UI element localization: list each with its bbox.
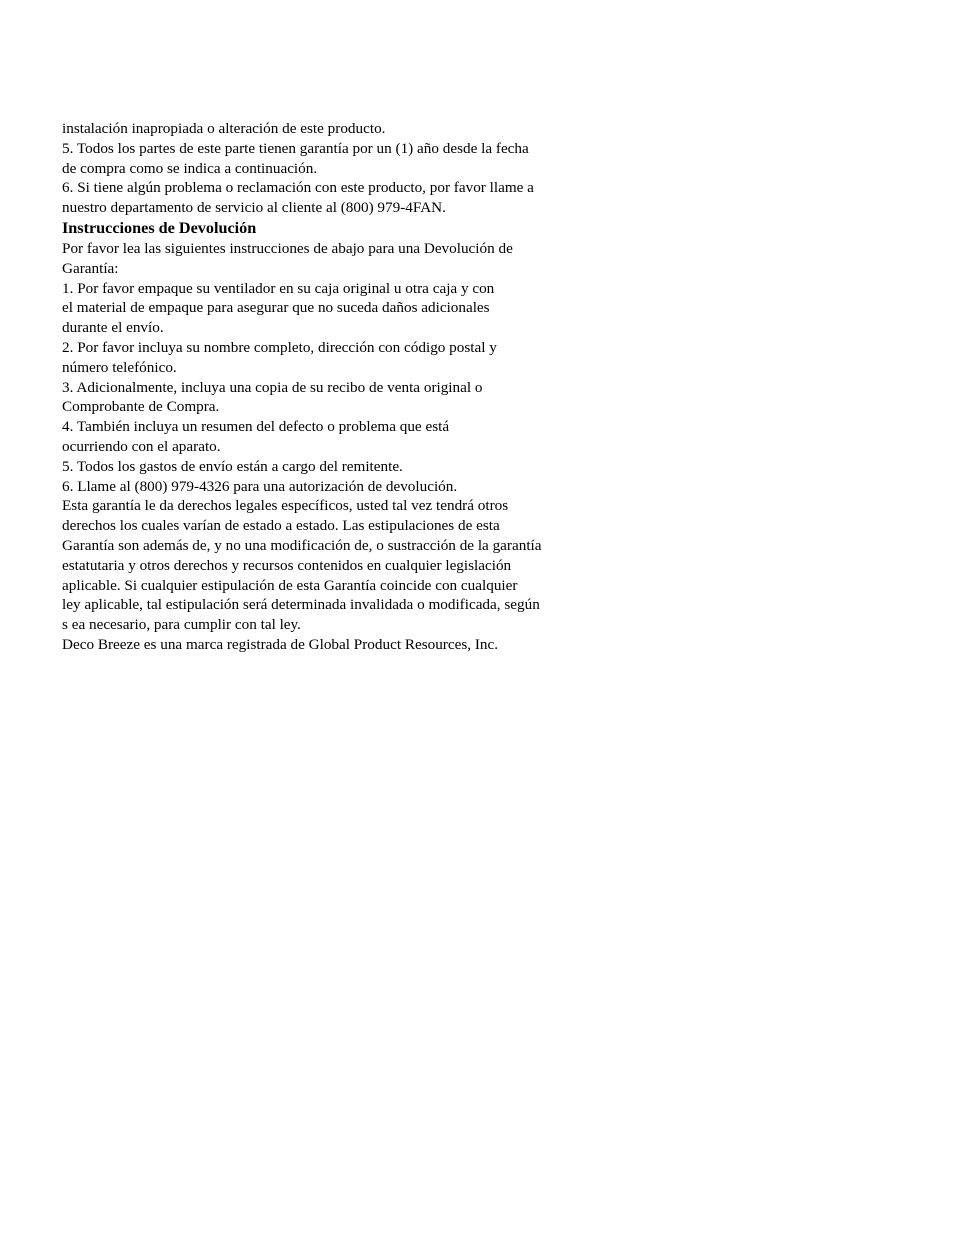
text-line: 4. También incluya un resumen del defecto o problema que está (62, 418, 450, 436)
text-line: estatutaria y otros derechos y recursos contenidos en cualquier legislación (62, 556, 512, 574)
text-line: ley aplicable, tal estipulación será determinada invalidada o modificada, según (62, 596, 540, 614)
text-line: s ea necesario, para cumplir con tal ley. (62, 616, 301, 634)
text-line: Por favor lea las siguientes instrucciones de abajo para una Devolución de (62, 239, 513, 257)
document-page (62, 119, 662, 655)
text-line: nuestro departamento de servicio al cliente al (800) 979-4FAN. (62, 199, 446, 217)
text-line: 6. Si tiene algún problema o reclamación con este producto, por favor llame a (62, 179, 534, 197)
text-line: 5. Todos los partes de este parte tienen garantía por un (1) año desde la fecha (62, 139, 529, 157)
text-line: Deco Breeze es una marca registrada de Global Product Resources, Inc. (62, 635, 499, 653)
text-line: el material de empaque para asegurar que no suceda daños adicionales (62, 299, 490, 317)
text-line: 6. Llame al (800) 979-4326 para una autorización de devolución. (62, 477, 458, 495)
text-line: Esta garantía le da derechos legales específicos, usted tal vez tendrá otros (62, 497, 509, 515)
text-line: 1. Por favor empaque su ventilador en su caja original u otra caja y con (62, 279, 495, 297)
text-line: 3. Adicionalmente, incluya una copia de su recibo de venta original o (62, 378, 483, 396)
intro-section (62, 119, 662, 218)
text-line: ocurriendo con el aparato. (62, 437, 221, 455)
text-line: 2. Por favor incluya su nombre completo, dirección con código postal y (62, 338, 497, 356)
text-line: instalación inapropiada o alteración de este producto. (62, 120, 386, 137)
text-line: número telefónico. (62, 358, 177, 376)
text-line: Garantía: (62, 259, 119, 277)
section-heading: Instrucciones de Devolución (62, 218, 257, 237)
text-line: durante el envío. (62, 319, 164, 337)
text-line: 5. Todos los gastos de envío están a cargo del remitente. (62, 457, 403, 475)
text-line: de compra como se indica a continuación. (62, 159, 318, 177)
return-instructions-section (62, 239, 662, 655)
text-line: Garantía son además de, y no una modificación de, o sustracción de la garantía (62, 536, 542, 554)
text-line: Comprobante de Compra. (62, 398, 220, 416)
text-line: derechos los cuales varían de estado a estado. Las estipulaciones de esta (62, 517, 500, 535)
text-line: aplicable. Si cualquier estipulación de esta Garantía coincide con cualquier (62, 576, 518, 594)
